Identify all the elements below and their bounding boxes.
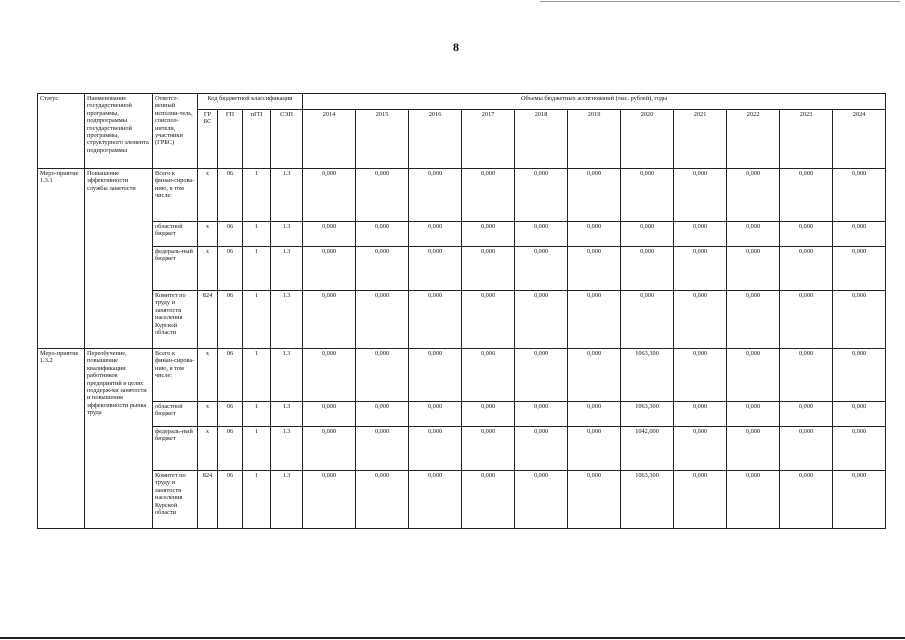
header-year: 2017 xyxy=(462,110,515,169)
value-cell: 0,000 xyxy=(727,427,780,471)
table-row xyxy=(38,291,886,349)
table-row xyxy=(38,222,886,247)
value-cell: 1063,300 xyxy=(621,402,674,427)
code-sep: 1.3 xyxy=(271,222,303,247)
value-cell: 0,000 xyxy=(727,169,780,222)
code-grbs: х xyxy=(198,402,218,427)
code-gp: 06 xyxy=(218,349,243,402)
value-cell: 0,000 xyxy=(833,247,886,291)
header-year: 2020 xyxy=(621,110,674,169)
value-cell: 0,000 xyxy=(356,169,409,222)
value-cell: 1063,300 xyxy=(621,349,674,402)
value-cell: 0,000 xyxy=(833,222,886,247)
value-cell: 0,000 xyxy=(462,247,515,291)
code-sep: 1.3 xyxy=(271,247,303,291)
table-row xyxy=(38,427,886,471)
code-pgp: 1 xyxy=(243,427,271,471)
value-cell: 0,000 xyxy=(462,349,515,402)
code-pgp: 1 xyxy=(243,402,271,427)
value-cell: 0,000 xyxy=(780,291,833,349)
value-cell: 0,000 xyxy=(409,291,462,349)
value-cell: 0,000 xyxy=(356,291,409,349)
header-code-col: ГР БС xyxy=(198,110,218,169)
value-cell: 0,000 xyxy=(462,471,515,529)
header-year: 2016 xyxy=(409,110,462,169)
header-year: 2021 xyxy=(674,110,727,169)
table-row xyxy=(38,247,886,291)
activity-status: Меро-приятие 1.3.1 xyxy=(38,169,85,349)
budget-table xyxy=(37,93,886,529)
value-cell: 0,000 xyxy=(462,222,515,247)
value-cell: 0,000 xyxy=(409,471,462,529)
responsible-cell: Всего к финан-сирова-нию, в том числе: xyxy=(153,169,198,222)
responsible-cell: федераль-ный бюджет xyxy=(153,247,198,291)
code-gp: 06 xyxy=(218,291,243,349)
value-cell: 1063,300 xyxy=(621,471,674,529)
value-cell: 0,000 xyxy=(356,222,409,247)
value-cell: 0,000 xyxy=(356,427,409,471)
value-cell: 0,000 xyxy=(674,349,727,402)
value-cell: 0,000 xyxy=(568,169,621,222)
header-responsible: Ответст-венный исполни-тель, соиспол-нители, участники (ГРБС) xyxy=(153,94,198,169)
value-cell: 0,000 xyxy=(303,349,356,402)
header-code-group: Код бюджетной классификации xyxy=(198,94,303,110)
value-cell: 0,000 xyxy=(674,222,727,247)
value-cell: 0,000 xyxy=(409,247,462,291)
code-sep: 1.3 xyxy=(271,427,303,471)
value-cell: 0,000 xyxy=(409,222,462,247)
value-cell: 0,000 xyxy=(356,471,409,529)
value-cell: 0,000 xyxy=(780,247,833,291)
value-cell: 0,000 xyxy=(303,169,356,222)
code-gp: 06 xyxy=(218,427,243,471)
value-cell: 0,000 xyxy=(833,471,886,529)
table-header xyxy=(38,94,886,169)
value-cell: 0,000 xyxy=(674,169,727,222)
header-year: 2015 xyxy=(356,110,409,169)
value-cell: 0,000 xyxy=(568,427,621,471)
code-sep: 1.3 xyxy=(271,349,303,402)
value-cell: 0,000 xyxy=(515,169,568,222)
value-cell: 0,000 xyxy=(833,427,886,471)
table-row xyxy=(38,169,886,222)
code-grbs: х xyxy=(198,349,218,402)
value-cell: 0,000 xyxy=(780,349,833,402)
code-pgp: 1 xyxy=(243,169,271,222)
table-row xyxy=(38,471,886,529)
value-cell: 0,000 xyxy=(462,427,515,471)
responsible-cell: Комитет по труду и занятости населения Курской области xyxy=(153,471,198,529)
value-cell: 0,000 xyxy=(462,402,515,427)
code-grbs: 824 xyxy=(198,471,218,529)
value-cell: 0,000 xyxy=(833,291,886,349)
value-cell: 0,000 xyxy=(727,291,780,349)
header-volumes-group: Объемы бюджетных ассигнований (тыс. рублей), годы xyxy=(303,94,886,110)
header-year: 2024 xyxy=(833,110,886,169)
value-cell: 0,000 xyxy=(674,471,727,529)
value-cell: 0,000 xyxy=(833,169,886,222)
value-cell: 0,000 xyxy=(568,222,621,247)
value-cell: 0,000 xyxy=(621,291,674,349)
value-cell: 0,000 xyxy=(303,471,356,529)
value-cell: 0,000 xyxy=(515,402,568,427)
value-cell: 0,000 xyxy=(303,402,356,427)
value-cell: 0,000 xyxy=(674,402,727,427)
value-cell: 0,000 xyxy=(727,222,780,247)
code-sep: 1.3 xyxy=(271,471,303,529)
value-cell: 0,000 xyxy=(409,349,462,402)
code-grbs: 824 xyxy=(198,291,218,349)
bottom-rule xyxy=(0,637,905,639)
table-row xyxy=(38,349,886,402)
code-gp: 06 xyxy=(218,222,243,247)
value-cell: 0,000 xyxy=(356,247,409,291)
value-cell: 0,000 xyxy=(780,402,833,427)
activity-name: Переобучение, повышение квалификации работников предприятий в целях поддерж-ки занятости и повышения эффективности рынка труда xyxy=(85,349,153,529)
value-cell: 0,000 xyxy=(409,402,462,427)
value-cell: 0,000 xyxy=(409,427,462,471)
code-gp: 06 xyxy=(218,247,243,291)
code-pgp: 1 xyxy=(243,291,271,349)
value-cell: 0,000 xyxy=(409,169,462,222)
code-pgp: 1 xyxy=(243,349,271,402)
header-code-col: пГП xyxy=(243,110,271,169)
code-sep: 1.3 xyxy=(271,402,303,427)
code-grbs: х xyxy=(198,169,218,222)
value-cell: 0,000 xyxy=(303,222,356,247)
value-cell: 0,000 xyxy=(462,169,515,222)
value-cell: 0,000 xyxy=(515,222,568,247)
activity-name: Повышение эффективности службы занятости xyxy=(85,169,153,349)
value-cell: 0,000 xyxy=(303,247,356,291)
value-cell: 0,000 xyxy=(356,349,409,402)
responsible-cell: областной бюджет xyxy=(153,402,198,427)
value-cell: 0,000 xyxy=(568,291,621,349)
top-rule xyxy=(540,1,900,2)
value-cell: 0,000 xyxy=(833,402,886,427)
responsible-cell: Всего к финан-сирова-нию, в том числе: xyxy=(153,349,198,402)
header-code-col: ГП xyxy=(218,110,243,169)
value-cell: 0,000 xyxy=(621,222,674,247)
header-year: 2022 xyxy=(727,110,780,169)
value-cell: 0,000 xyxy=(303,427,356,471)
value-cell: 0,000 xyxy=(568,349,621,402)
value-cell: 0,000 xyxy=(568,402,621,427)
code-gp: 06 xyxy=(218,471,243,529)
value-cell: 0,000 xyxy=(568,471,621,529)
value-cell: 0,000 xyxy=(621,169,674,222)
code-grbs: х xyxy=(198,427,218,471)
header-year: 2018 xyxy=(515,110,568,169)
table-row xyxy=(38,402,886,427)
value-cell: 0,000 xyxy=(303,291,356,349)
value-cell: 0,000 xyxy=(727,349,780,402)
value-cell: 0,000 xyxy=(356,402,409,427)
value-cell: 0,000 xyxy=(780,471,833,529)
value-cell: 0,000 xyxy=(727,402,780,427)
header-year: 2023 xyxy=(780,110,833,169)
value-cell: 0,000 xyxy=(515,427,568,471)
value-cell: 0,000 xyxy=(515,247,568,291)
page-number: 8 xyxy=(453,40,459,54)
value-cell: 0,000 xyxy=(515,349,568,402)
responsible-cell: областной бюджет xyxy=(153,222,198,247)
header-name: Наименование государственной программы, подпрограммы государственной программы, структурного элемента подпрограммы xyxy=(85,94,153,169)
table-body xyxy=(38,169,886,529)
header-year: 2014 xyxy=(303,110,356,169)
value-cell: 1042,000 xyxy=(621,427,674,471)
value-cell: 0,000 xyxy=(621,247,674,291)
value-cell: 0,000 xyxy=(833,349,886,402)
header-status: Статус xyxy=(38,94,85,169)
value-cell: 0,000 xyxy=(674,427,727,471)
code-gp: 06 xyxy=(218,402,243,427)
value-cell: 0,000 xyxy=(515,291,568,349)
code-pgp: 1 xyxy=(243,471,271,529)
value-cell: 0,000 xyxy=(674,247,727,291)
value-cell: 0,000 xyxy=(674,291,727,349)
value-cell: 0,000 xyxy=(780,169,833,222)
responsible-cell: Комитет по труду и занятости населения Курской области xyxy=(153,291,198,349)
code-grbs: х xyxy=(198,247,218,291)
code-grbs: х xyxy=(198,222,218,247)
code-sep: 1.3 xyxy=(271,291,303,349)
value-cell: 0,000 xyxy=(727,471,780,529)
code-pgp: 1 xyxy=(243,247,271,291)
header-code-col: СЭП xyxy=(271,110,303,169)
header-row xyxy=(38,94,886,110)
value-cell: 0,000 xyxy=(568,247,621,291)
code-pgp: 1 xyxy=(243,222,271,247)
value-cell: 0,000 xyxy=(780,427,833,471)
responsible-cell: федераль-ный бюджет xyxy=(153,427,198,471)
value-cell: 0,000 xyxy=(727,247,780,291)
activity-status: Меро-приятие 1.3.2 xyxy=(38,349,85,529)
code-gp: 06 xyxy=(218,169,243,222)
value-cell: 0,000 xyxy=(780,222,833,247)
header-year: 2019 xyxy=(568,110,621,169)
code-sep: 1.3 xyxy=(271,169,303,222)
value-cell: 0,000 xyxy=(515,471,568,529)
value-cell: 0,000 xyxy=(462,291,515,349)
